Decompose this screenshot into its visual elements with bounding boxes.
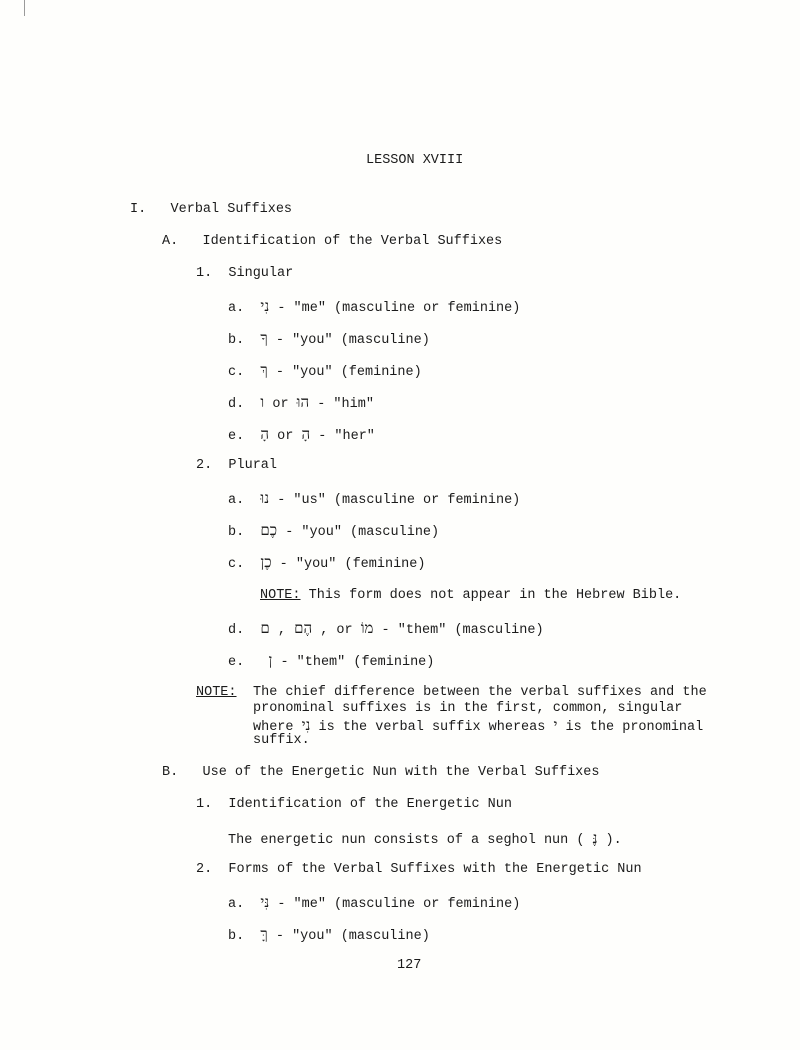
plural-label: Plural (228, 458, 278, 473)
lesson-title: LESSON XVIII (366, 153, 464, 168)
item-connector: , (269, 623, 295, 638)
note-text: where (253, 720, 302, 735)
section-a-number: A. (162, 234, 179, 249)
item-letter: c. (228, 557, 245, 572)
note-line-4: suffix. (253, 733, 310, 748)
hebrew-suffix: כֶם (260, 521, 278, 539)
note-line-1: The chief difference between the verbal suffixes and the (253, 685, 707, 700)
item-gloss: - "you" (masculine) (267, 929, 430, 944)
note-label (196, 685, 237, 701)
hebrew-suffix-alt: הֶם (294, 619, 313, 637)
hebrew-suffix: נִי (260, 297, 270, 315)
hebrew-suffix: כֶן (260, 553, 272, 571)
item-gloss: - "them" (feminine) (272, 655, 435, 670)
singular-label: Singular (228, 266, 294, 281)
item-gloss: - "them" (masculine) (373, 623, 544, 638)
plural-item-c (228, 554, 426, 573)
note-text: is the verbal suffix whereas (310, 720, 554, 735)
hebrew-suffix-alt: הוּ (296, 393, 310, 411)
note-text: is the pronominal (557, 720, 704, 735)
energetic-text-end: ). (597, 833, 622, 848)
item-letter: d. (228, 397, 245, 412)
section-i-number: I. (130, 202, 147, 217)
item-letter: a. (228, 897, 245, 912)
item-gloss: - "you" (feminine) (271, 557, 426, 572)
hebrew-seghol-nun: נֶּ (592, 829, 598, 847)
section-b-heading (162, 765, 599, 781)
singular-heading (196, 266, 293, 282)
forms-item-b (228, 926, 430, 945)
plural-item-d (228, 620, 544, 639)
plural-heading (196, 458, 277, 474)
energetic-text: The energetic nun consists of a seghol nun ( (228, 833, 593, 848)
hebrew-suffix: נִּי (260, 893, 270, 911)
singular-item-e (228, 426, 375, 445)
note-label-text: NOTE: (196, 685, 237, 700)
forms-number: 2. (196, 862, 213, 877)
item-gloss: - "you" (feminine) (267, 365, 422, 380)
hebrew-suffix: הָ (260, 425, 270, 443)
item-letter: e. (228, 429, 245, 444)
plural-number: 2. (196, 458, 213, 473)
hebrew-suffix-alt: הָ (301, 425, 311, 443)
forms-item-a (228, 894, 520, 913)
energetic-heading (196, 797, 512, 813)
plural-item-a (228, 490, 520, 509)
section-i-label: Verbal Suffixes (170, 202, 293, 217)
singular-number: 1. (196, 266, 213, 281)
plural-item-b (228, 522, 439, 541)
section-b-label: Use of the Energetic Nun with the Verbal Suffixes (202, 765, 600, 780)
energetic-description (228, 830, 622, 849)
page-number: 127 (397, 958, 422, 973)
item-letter: c. (228, 365, 245, 380)
item-connector: or (264, 397, 297, 412)
item-letter: a. (228, 493, 245, 508)
energetic-number: 1. (196, 797, 213, 812)
plural-note-text: This form does not appear in the Hebrew Bible. (300, 588, 682, 603)
item-gloss: - "her" (310, 429, 375, 444)
plural-item-e (228, 652, 434, 671)
item-connector-2: , or (312, 623, 361, 638)
forms-heading (196, 862, 642, 878)
item-gloss: - "us" (masculine or feminine) (269, 493, 521, 508)
section-b-number: B. (162, 765, 179, 780)
hebrew-suffix: ן (268, 651, 273, 669)
section-a-heading (162, 234, 502, 250)
hebrew-suffix-alt-2: מוֹ (360, 619, 374, 637)
section-i-heading (130, 202, 292, 218)
item-letter: d. (228, 623, 245, 638)
hebrew-suffix: ךְ (260, 361, 268, 379)
section-a-label: Identification of the Verbal Suffixes (202, 234, 503, 249)
note-line-2: pronominal suffixes is in the first, common, singular (253, 701, 683, 716)
item-letter: a. (228, 301, 245, 316)
hebrew-suffix-alt: י (553, 716, 558, 734)
item-connector: or (269, 429, 302, 444)
item-letter: b. (228, 525, 245, 540)
hebrew-suffix: ךָּ (260, 925, 268, 943)
item-gloss: - "you" (masculine) (277, 525, 440, 540)
item-gloss: - "you" (masculine) (267, 333, 430, 348)
scan-mark (24, 0, 25, 16)
singular-item-b (228, 330, 430, 349)
hebrew-suffix: ם (260, 619, 270, 637)
item-letter: b. (228, 929, 245, 944)
singular-item-a (228, 298, 520, 317)
hebrew-suffix: נוּ (260, 489, 270, 507)
forms-label: Forms of the Verbal Suffixes with the Energetic Nun (228, 862, 642, 877)
hebrew-suffix: ו (260, 393, 265, 411)
item-gloss: - "me" (masculine or feminine) (269, 301, 521, 316)
plural-note-label: NOTE: (260, 588, 301, 603)
plural-note (260, 588, 681, 604)
item-letter: e. (228, 655, 245, 670)
singular-item-c (228, 362, 422, 381)
note-line-3 (253, 717, 703, 736)
singular-item-d (228, 394, 374, 413)
item-gloss: - "me" (masculine or feminine) (269, 897, 521, 912)
energetic-label: Identification of the Energetic Nun (228, 797, 512, 812)
item-letter: b. (228, 333, 245, 348)
hebrew-suffix: ךָ (260, 329, 268, 347)
hebrew-suffix: נִי (301, 716, 311, 734)
item-gloss: - "him" (309, 397, 374, 412)
